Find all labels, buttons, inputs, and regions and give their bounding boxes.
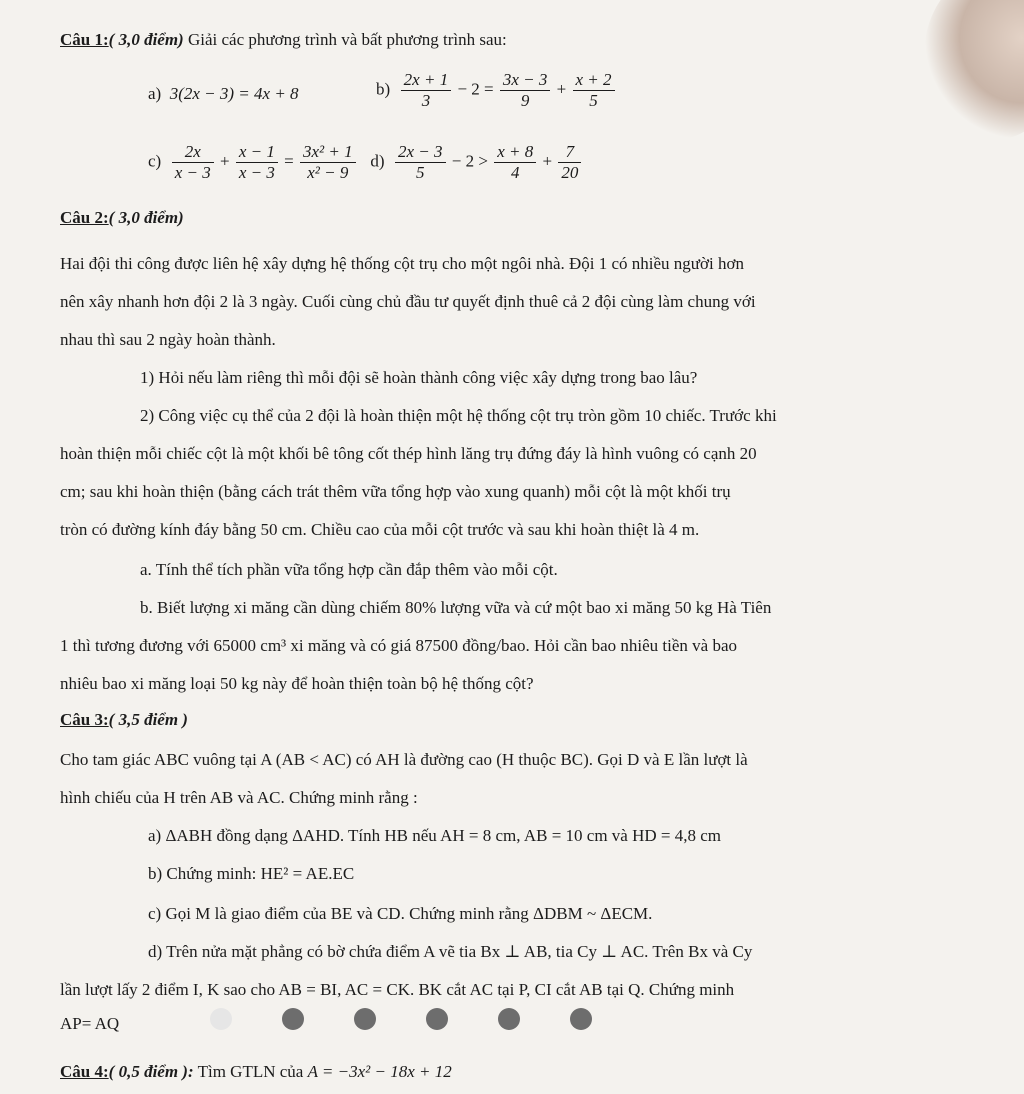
fraction: $\frac{\text{3x² + 1}}{\text{x² − 9}}$: [300, 142, 356, 183]
q2-para-line: nên xây nhanh hơn đội 2 là 3 ngày. Cuối cùng chủ đầu tư quyết định thuê cả 2 đội cùng làm chung với: [60, 292, 756, 311]
q2-sub-a: a. Tính thể tích phần vữa tổng hợp cần đắp thêm vào mỗi cột.: [140, 560, 558, 579]
q1-part-a: a) 3(2x − 3) = 4x + 8: [148, 84, 299, 103]
page-dot[interactable]: [570, 1008, 592, 1030]
q3-part-d-line: lần lượt lấy 2 điểm I, K sao cho AB = BI, AC = CK. BK cắt AC tại P, CI cắt AB tại Q. Chứng minh: [60, 980, 735, 999]
q2-para-line: nhau thì sau 2 ngày hoàn thành.: [60, 330, 276, 349]
q2-sub-1: 1) Hỏi nếu làm riêng thì mỗi đội sẽ hoàn thành công việc xây dựng trong bao lâu?: [140, 368, 698, 387]
q4-line: Câu 4:( 0,5 điểm ): Tìm GTLN của A = −3x² − 18x + 12: [60, 1062, 452, 1081]
q3-heading: Câu 3:( 3,5 điểm ): [60, 710, 188, 729]
q3-part-a: a) ΔABH đồng dạng ΔAHD. Tính HB nếu AH = 8 cm, AB = 10 cm và HD = 4,8 cm: [148, 826, 722, 845]
q2-sub-2-line: tròn có đường kính đáy bằng 50 cm. Chiều cao của mỗi cột trước và sau khi hoàn thiệt là 4 m.: [60, 520, 700, 539]
q3-para-line: Cho tam giác ABC vuông tại A (AB < AC) có AH là đường cao (H thuộc BC). Gọi D và E lần lượt là: [60, 750, 748, 769]
q1-part-b: b) $\frac{2x + 1}{3}$ − 2 = $\frac{3x - 3}{9}$ + $\frac{x + 2}{5}$: [376, 70, 617, 111]
fraction: $\frac{x + 2}{5}$: [573, 70, 615, 111]
fraction: $\frac{2x}{x - 3}$: [172, 142, 214, 183]
fraction: $\frac{x + 8}{4}$: [494, 142, 536, 183]
q2-heading: Câu 2:( 3,0 điểm): [60, 208, 184, 227]
q2-para-line: Hai đội thi công được liên hệ xây dựng hệ thống cột trụ cho một ngôi nhà. Đội 1 có nhiều người hơn: [60, 254, 744, 273]
q2-sub-2-line: hoàn thiện mỗi chiếc cột là một khối bê tông cốt thép hình lăng trụ đứng đáy là hình vuông có cạnh 20: [60, 444, 757, 463]
q1-heading: Câu 1:( 3,0 điểm) Giải các phương trình và bất phương trình sau:: [60, 30, 507, 49]
q3-part-d-line: AP= AQ: [60, 1014, 120, 1033]
fraction: $\frac{7}{20}$: [558, 142, 581, 183]
q2-sub-2-line: cm; sau khi hoàn thiện (bằng cách trát thêm vữa tổng hợp vào xung quanh) mỗi cột là một khối trụ: [60, 482, 731, 501]
q3-part-d: d) Trên nửa mặt phẳng có bờ chứa điểm A vẽ tia Bx ⊥ AB, tia Cy ⊥ AC. Trên Bx và Cy: [148, 942, 753, 961]
q3-part-c: c) Gọi M là giao điểm của BE và CD. Chứng minh rằng ΔDBM ~ ΔECM.: [148, 904, 653, 923]
page-dot[interactable]: [426, 1008, 448, 1030]
page-dot[interactable]: [282, 1008, 304, 1030]
q3-para-line: hình chiếu của H trên AB và AC. Chứng minh rằng :: [60, 788, 418, 807]
q2-sub-b-line: nhiêu bao xi măng loại 50 kg này để hoàn thiện toàn bộ hệ thống cột?: [60, 674, 534, 693]
fraction: $\frac{3x - 3}{9}$: [500, 70, 551, 111]
page-dot[interactable]: [498, 1008, 520, 1030]
page-dot[interactable]: [354, 1008, 376, 1030]
fraction: $\frac{2x + 1}{3}$: [401, 70, 452, 111]
q2-sub-b: b. Biết lượng xi măng cần dùng chiếm 80% lượng vữa và cứ một bao xi măng 50 kg Hà Tiên: [140, 598, 772, 617]
fraction: $\frac{2x - 3}{5}$: [395, 142, 446, 183]
page-dot[interactable]: [210, 1008, 232, 1030]
photo-corner-finger: [924, 0, 1024, 140]
q3-part-b: b) Chứng minh: HE² = AE.EC: [148, 864, 355, 883]
q2-sub-b-line: 1 thì tương đương với 65000 cm³ xi măng và có giá 87500 đồng/bao. Hỏi cần bao nhiêu tiền và bao: [60, 636, 738, 655]
fraction: $\frac{x - 1}{x - 3}$: [236, 142, 278, 183]
q2-sub-2: 2) Công việc cụ thể của 2 đội là hoàn thiện một hệ thống cột trụ tròn gồm 10 chiếc. Trước khi: [140, 406, 777, 425]
q1-part-c: c) $\frac{2x}{x - 3}$ + $\frac{x - 1}{x - 3}$ = $\frac{\text{3x² + 1}}{\text{x² − 9}}$ d) $\frac{2x - 3}{5}$ − 2 > $\frac{x + 8}{4}$ + $\frac{7}{20}$: [148, 142, 583, 183]
